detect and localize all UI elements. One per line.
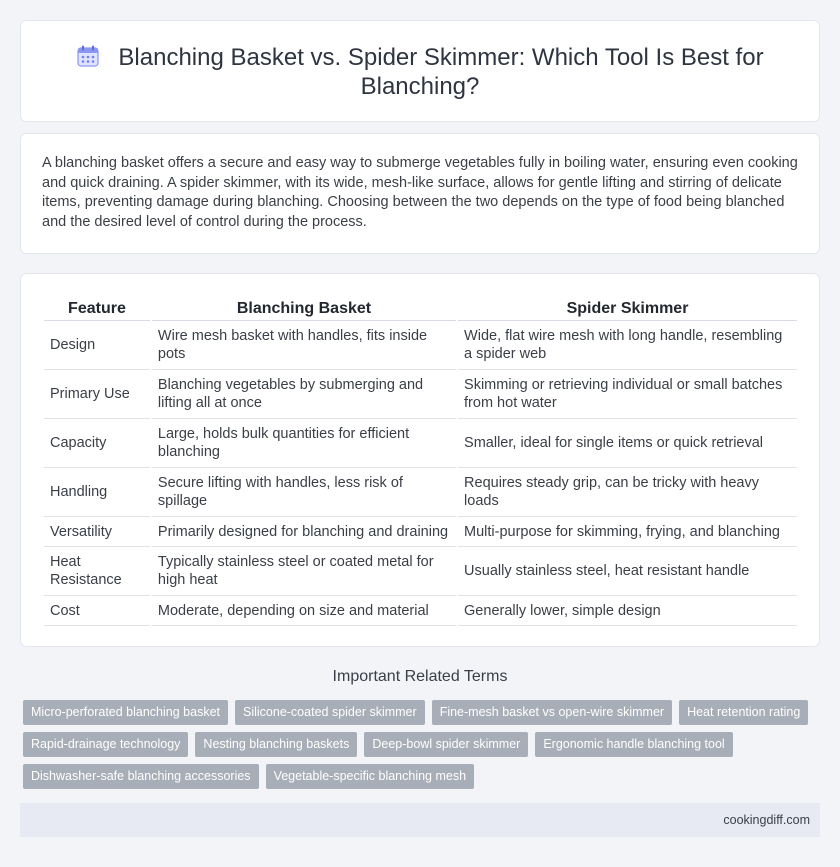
title-card bbox=[20, 20, 820, 122]
feature-cell: Versatility bbox=[44, 517, 150, 547]
comparison-card bbox=[20, 273, 820, 647]
related-term-tag[interactable]: Heat retention rating bbox=[679, 700, 808, 725]
page-title: Blanching Basket vs. Spider Skimmer: Which Tool Is Best for Blanching? bbox=[118, 44, 764, 100]
skimmer-cell: Requires steady grip, can be tricky with heavy loads bbox=[458, 468, 797, 517]
feature-cell: Cost bbox=[44, 596, 150, 626]
calendar-icon bbox=[76, 44, 100, 68]
intro-card bbox=[20, 133, 820, 254]
related-term-tag[interactable]: Rapid-drainage technology bbox=[23, 732, 188, 757]
comparison-table bbox=[42, 293, 799, 626]
basket-cell: Moderate, depending on size and material bbox=[152, 596, 456, 626]
skimmer-cell: Smaller, ideal for single items or quick retrieval bbox=[458, 419, 797, 468]
feature-cell: Heat Resistance bbox=[44, 547, 150, 596]
header-blanching-basket: Blanching Basket bbox=[152, 293, 456, 321]
intro-paragraph: A blanching basket offers a secure and easy way to submerge vegetables fully in boiling water, ensuring even cooking and quick draining. A spider skimmer, with its wide, mesh-like surface, allows for gentle lifting and stirring of delicate items, preventing damage during blanching. Choosing between the two depends on the type of food being blanched and the desired level of control during the process. bbox=[42, 155, 798, 230]
feature-cell: Capacity bbox=[44, 419, 150, 468]
table-header-row bbox=[44, 293, 797, 321]
skimmer-cell: Generally lower, simple design bbox=[458, 596, 797, 626]
skimmer-cell: Multi-purpose for skimming, frying, and blanching bbox=[458, 517, 797, 547]
header-feature: Feature bbox=[44, 293, 150, 321]
related-term-tag[interactable]: Deep-bowl spider skimmer bbox=[364, 732, 528, 757]
skimmer-cell: Wide, flat wire mesh with long handle, resembling a spider web bbox=[458, 321, 797, 370]
table-row bbox=[44, 468, 797, 517]
header-spider-skimmer: Spider Skimmer bbox=[458, 293, 797, 321]
footer bbox=[20, 803, 820, 837]
basket-cell: Wire mesh basket with handles, fits inside pots bbox=[152, 321, 456, 370]
table-row bbox=[44, 321, 797, 370]
basket-cell: Typically stainless steel or coated metal for high heat bbox=[152, 547, 456, 596]
related-term-tag[interactable]: Nesting blanching baskets bbox=[195, 732, 357, 757]
basket-cell: Primarily designed for blanching and draining bbox=[152, 517, 456, 547]
basket-cell: Secure lifting with handles, less risk of spillage bbox=[152, 468, 456, 517]
related-term-tag[interactable]: Silicone-coated spider skimmer bbox=[235, 700, 425, 725]
related-term-tag[interactable]: Dishwasher-safe blanching accessories bbox=[23, 764, 259, 789]
related-terms-list bbox=[23, 700, 813, 789]
related-term-tag[interactable]: Micro-perforated blanching basket bbox=[23, 700, 228, 725]
skimmer-cell: Usually stainless steel, heat resistant handle bbox=[458, 547, 797, 596]
table-row bbox=[44, 419, 797, 468]
footer-site-link[interactable]: cookingdiff.com bbox=[723, 813, 810, 827]
table-row bbox=[44, 370, 797, 419]
related-term-tag[interactable]: Ergonomic handle blanching tool bbox=[535, 732, 732, 757]
basket-cell: Blanching vegetables by submerging and lifting all at once bbox=[152, 370, 456, 419]
feature-cell: Design bbox=[44, 321, 150, 370]
basket-cell: Large, holds bulk quantities for efficient blanching bbox=[152, 419, 456, 468]
related-terms-heading: Important Related Terms bbox=[332, 668, 508, 685]
related-term-tag[interactable]: Fine-mesh basket vs open-wire skimmer bbox=[432, 700, 672, 725]
table-row bbox=[44, 596, 797, 626]
feature-cell: Handling bbox=[44, 468, 150, 517]
page-title-row bbox=[21, 43, 819, 101]
skimmer-cell: Skimming or retrieving individual or small batches from hot water bbox=[458, 370, 797, 419]
feature-cell: Primary Use bbox=[44, 370, 150, 419]
table-row bbox=[44, 517, 797, 547]
table-row bbox=[44, 547, 797, 596]
related-term-tag[interactable]: Vegetable-specific blanching mesh bbox=[266, 764, 474, 789]
